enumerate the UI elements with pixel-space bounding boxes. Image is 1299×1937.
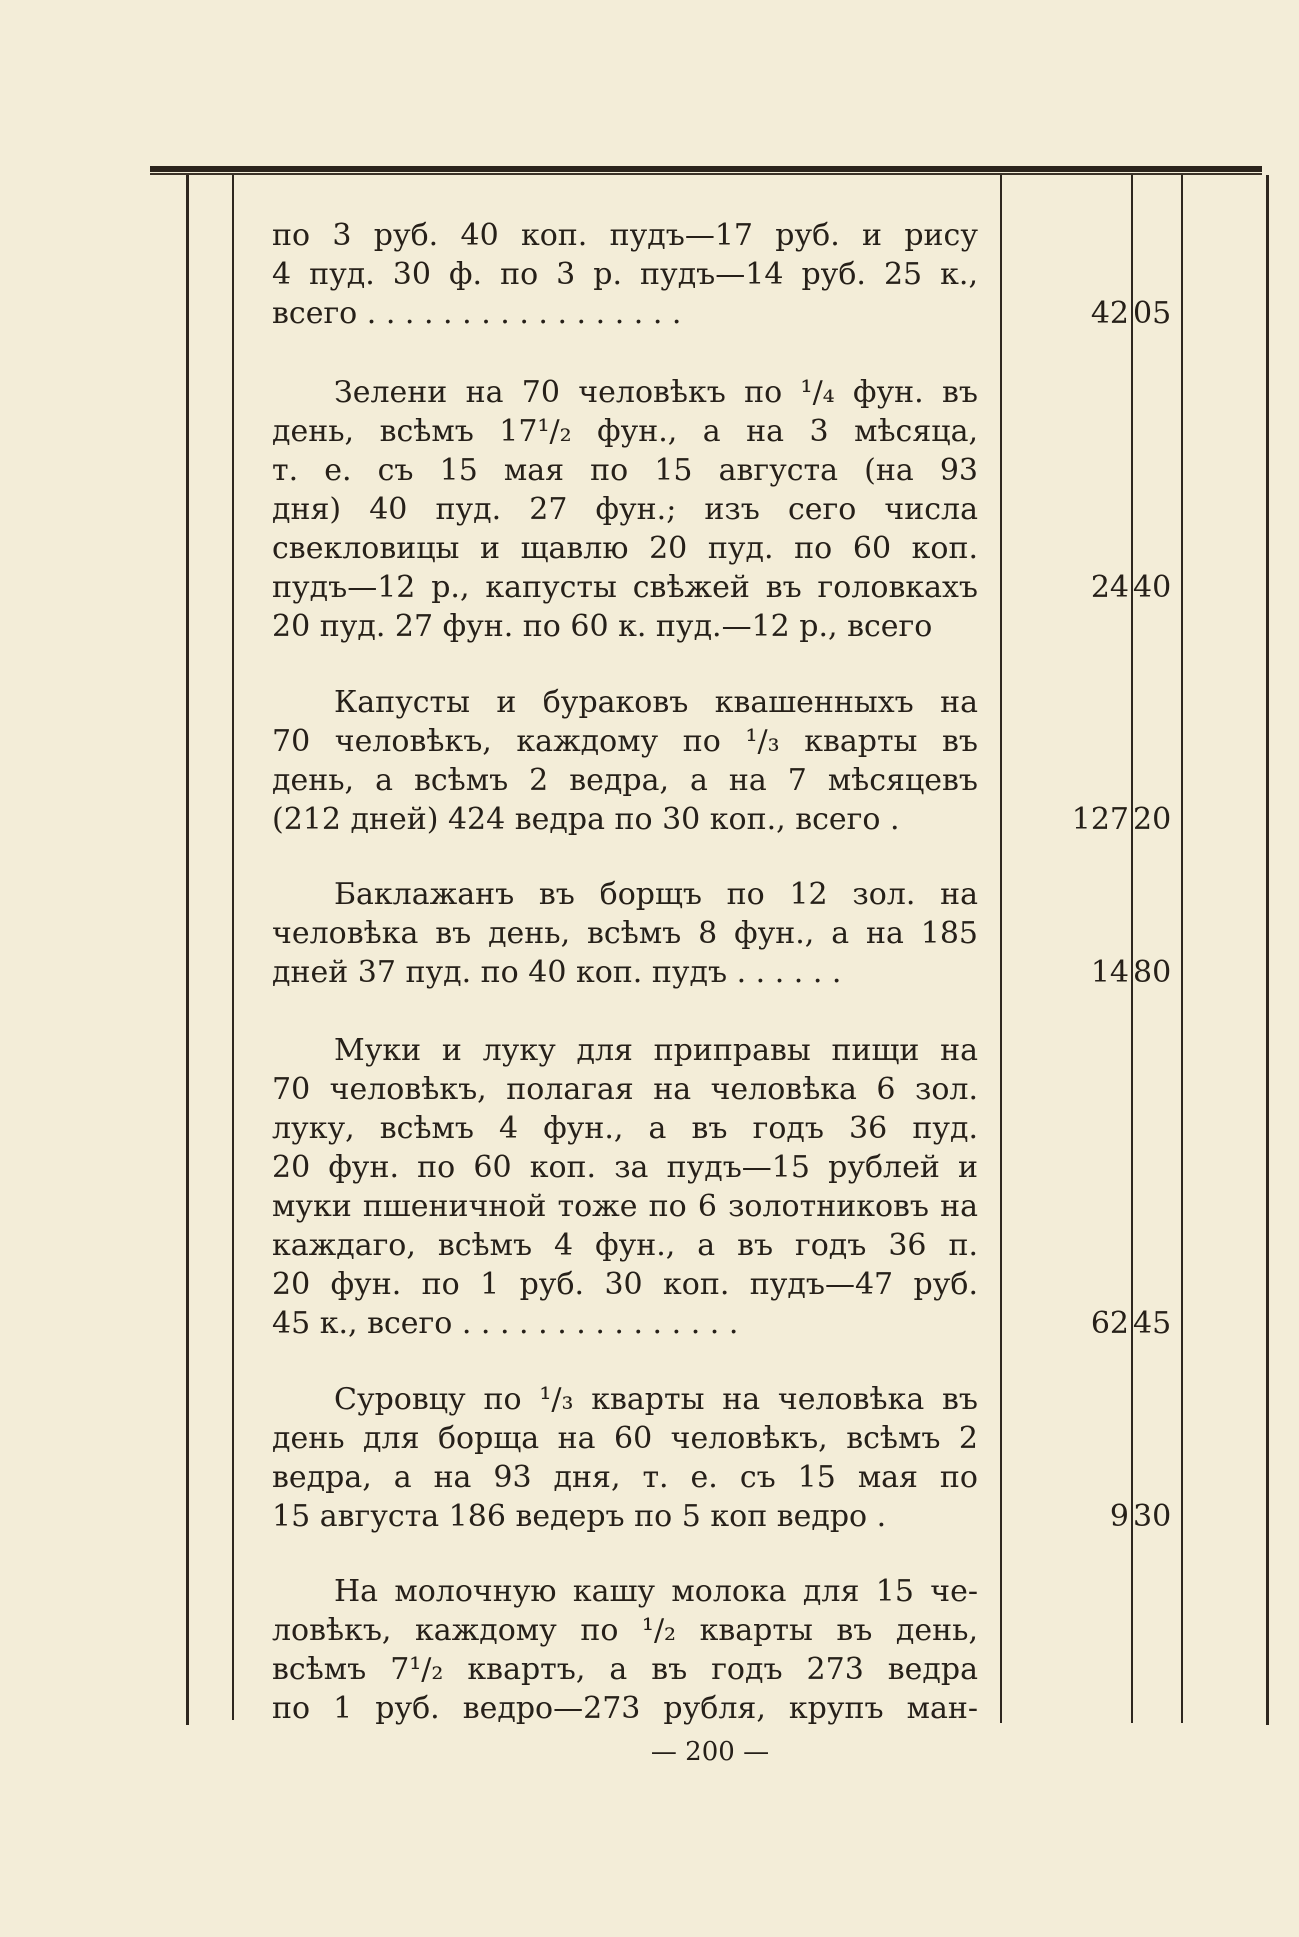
entry-surovets bbox=[272, 1380, 978, 1536]
entry-line: день для борща на 60 человѣкъ, всѣмъ 2 bbox=[272, 1421, 978, 1456]
entry-line: Зелени на 70 человѣкъ по ¹/₄ фун. въ bbox=[334, 375, 978, 410]
entry-line: 4 пуд. 30 ф. по 3 р. пудъ—14 руб. 25 к., bbox=[272, 257, 978, 292]
entry-line: дней 37 пуд. по 40 коп. пудъ . . . . . . bbox=[272, 955, 842, 990]
table-left-inner-border bbox=[232, 175, 234, 1720]
amount-kopecks: 05 bbox=[1133, 296, 1172, 331]
amount-kopecks: 45 bbox=[1133, 1306, 1172, 1341]
entry-line: 70 человѣкъ, полагая на человѣка 6 зол. bbox=[272, 1072, 978, 1107]
entry-line: 45 к., всего . . . . . . . . . . . . . . . bbox=[272, 1306, 739, 1341]
entry-rice bbox=[272, 216, 978, 333]
entry-line: ловѣкъ, каждому по ¹/₂ кварты въ день, bbox=[272, 1613, 978, 1648]
entry-line: 20 пуд. 27 фун. по 60 к. пуд.—12 р., всего bbox=[272, 609, 933, 644]
entry-line: по 3 руб. 40 коп. пудъ—17 руб. и рису bbox=[272, 218, 978, 253]
entry-line: 20 фун. по 60 коп. за пудъ—15 рублей и bbox=[272, 1150, 978, 1185]
amount-rubles: 62 bbox=[1090, 1306, 1129, 1341]
amount-rubles: 14 bbox=[1090, 955, 1129, 990]
entry-eggplant bbox=[272, 875, 978, 992]
entry-line: дня) 40 пуд. 27 фун.; изъ сего числа bbox=[272, 492, 978, 527]
entry-line: (212 дней) 424 ведра по 30 коп., всего . bbox=[272, 802, 900, 837]
bleed-through-decoration bbox=[300, 335, 309, 368]
entry-line: Баклажанъ въ борщъ по 12 зол. на bbox=[334, 877, 978, 912]
page-number: — 200 — bbox=[650, 1737, 770, 1767]
entry-line: всего . . . . . . . . . . . . . . . . . bbox=[272, 296, 682, 331]
column-divider-kop bbox=[1181, 175, 1183, 1723]
entry-line: муки пшеничной тоже по 6 золотниковъ на bbox=[272, 1189, 978, 1224]
amount-rubles: 127 bbox=[1071, 802, 1129, 837]
column-divider-rub bbox=[1131, 175, 1133, 1723]
entry-sauerkraut bbox=[272, 683, 978, 839]
entry-greens bbox=[272, 373, 978, 646]
entry-line: Капусты и бураковъ квашенныхъ на bbox=[334, 685, 978, 720]
entry-line: пудъ—12 р., капусты свѣжей въ головкахъ bbox=[272, 570, 978, 605]
entry-line: каждаго, всѣмъ 4 фун., а въ годъ 36 п. bbox=[272, 1228, 978, 1263]
amount-rubles: 42 bbox=[1090, 296, 1129, 331]
entry-milk-porridge bbox=[272, 1572, 978, 1728]
entry-line: человѣка въ день, всѣмъ 8 фун., а на 185 bbox=[272, 916, 978, 951]
entry-line: луку, всѣмъ 4 фун., а въ годъ 36 пуд. bbox=[272, 1111, 978, 1146]
entry-line: всѣмъ 7¹/₂ квартъ, а въ годъ 273 ведра bbox=[272, 1652, 978, 1687]
entry-line: день, всѣмъ 17¹/₂ фун., а на 3 мѣсяца, bbox=[272, 414, 978, 449]
entry-line: 15 августа 186 ведеръ по 5 коп ведро . bbox=[272, 1499, 887, 1534]
table-left-border bbox=[186, 175, 189, 1725]
amount-kopecks: 20 bbox=[1133, 802, 1172, 837]
entry-flour-onion bbox=[272, 1031, 978, 1343]
amount-kopecks: 80 bbox=[1133, 955, 1172, 990]
amount-kopecks: 30 bbox=[1133, 1499, 1172, 1534]
entry-line: 70 человѣкъ, каждому по ¹/₃ кварты въ bbox=[272, 724, 978, 759]
entry-line: На молочную кашу молока для 15 че- bbox=[334, 1574, 978, 1609]
amount-rubles: 24 bbox=[1090, 570, 1129, 605]
entry-line: свекловицы и щавлю 20 пуд. по 60 коп. bbox=[272, 531, 978, 566]
entry-line: ведра, а на 93 дня, т. е. съ 15 мая по bbox=[272, 1460, 978, 1495]
table-top-rule bbox=[150, 166, 1262, 172]
entry-line: день, а всѣмъ 2 ведра, а на 7 мѣсяцевъ bbox=[272, 763, 978, 798]
entry-line: Муки и луку для приправы пищи на bbox=[334, 1033, 978, 1068]
column-divider-text bbox=[1000, 175, 1002, 1723]
entry-line: 20 фун. по 1 руб. 30 коп. пудъ—47 руб. bbox=[272, 1267, 978, 1302]
amount-kopecks: 40 bbox=[1133, 570, 1172, 605]
table-right-border bbox=[1266, 175, 1269, 1725]
entry-line: Суровцу по ¹/₃ кварты на человѣка въ bbox=[334, 1382, 978, 1417]
amount-rubles: 9 bbox=[1109, 1499, 1129, 1534]
entry-line: т. е. съ 15 мая по 15 августа (на 93 bbox=[272, 453, 978, 488]
entry-line: по 1 руб. ведро—273 рубля, крупъ ман- bbox=[272, 1691, 978, 1726]
table-top-rule-thin bbox=[150, 173, 1262, 175]
